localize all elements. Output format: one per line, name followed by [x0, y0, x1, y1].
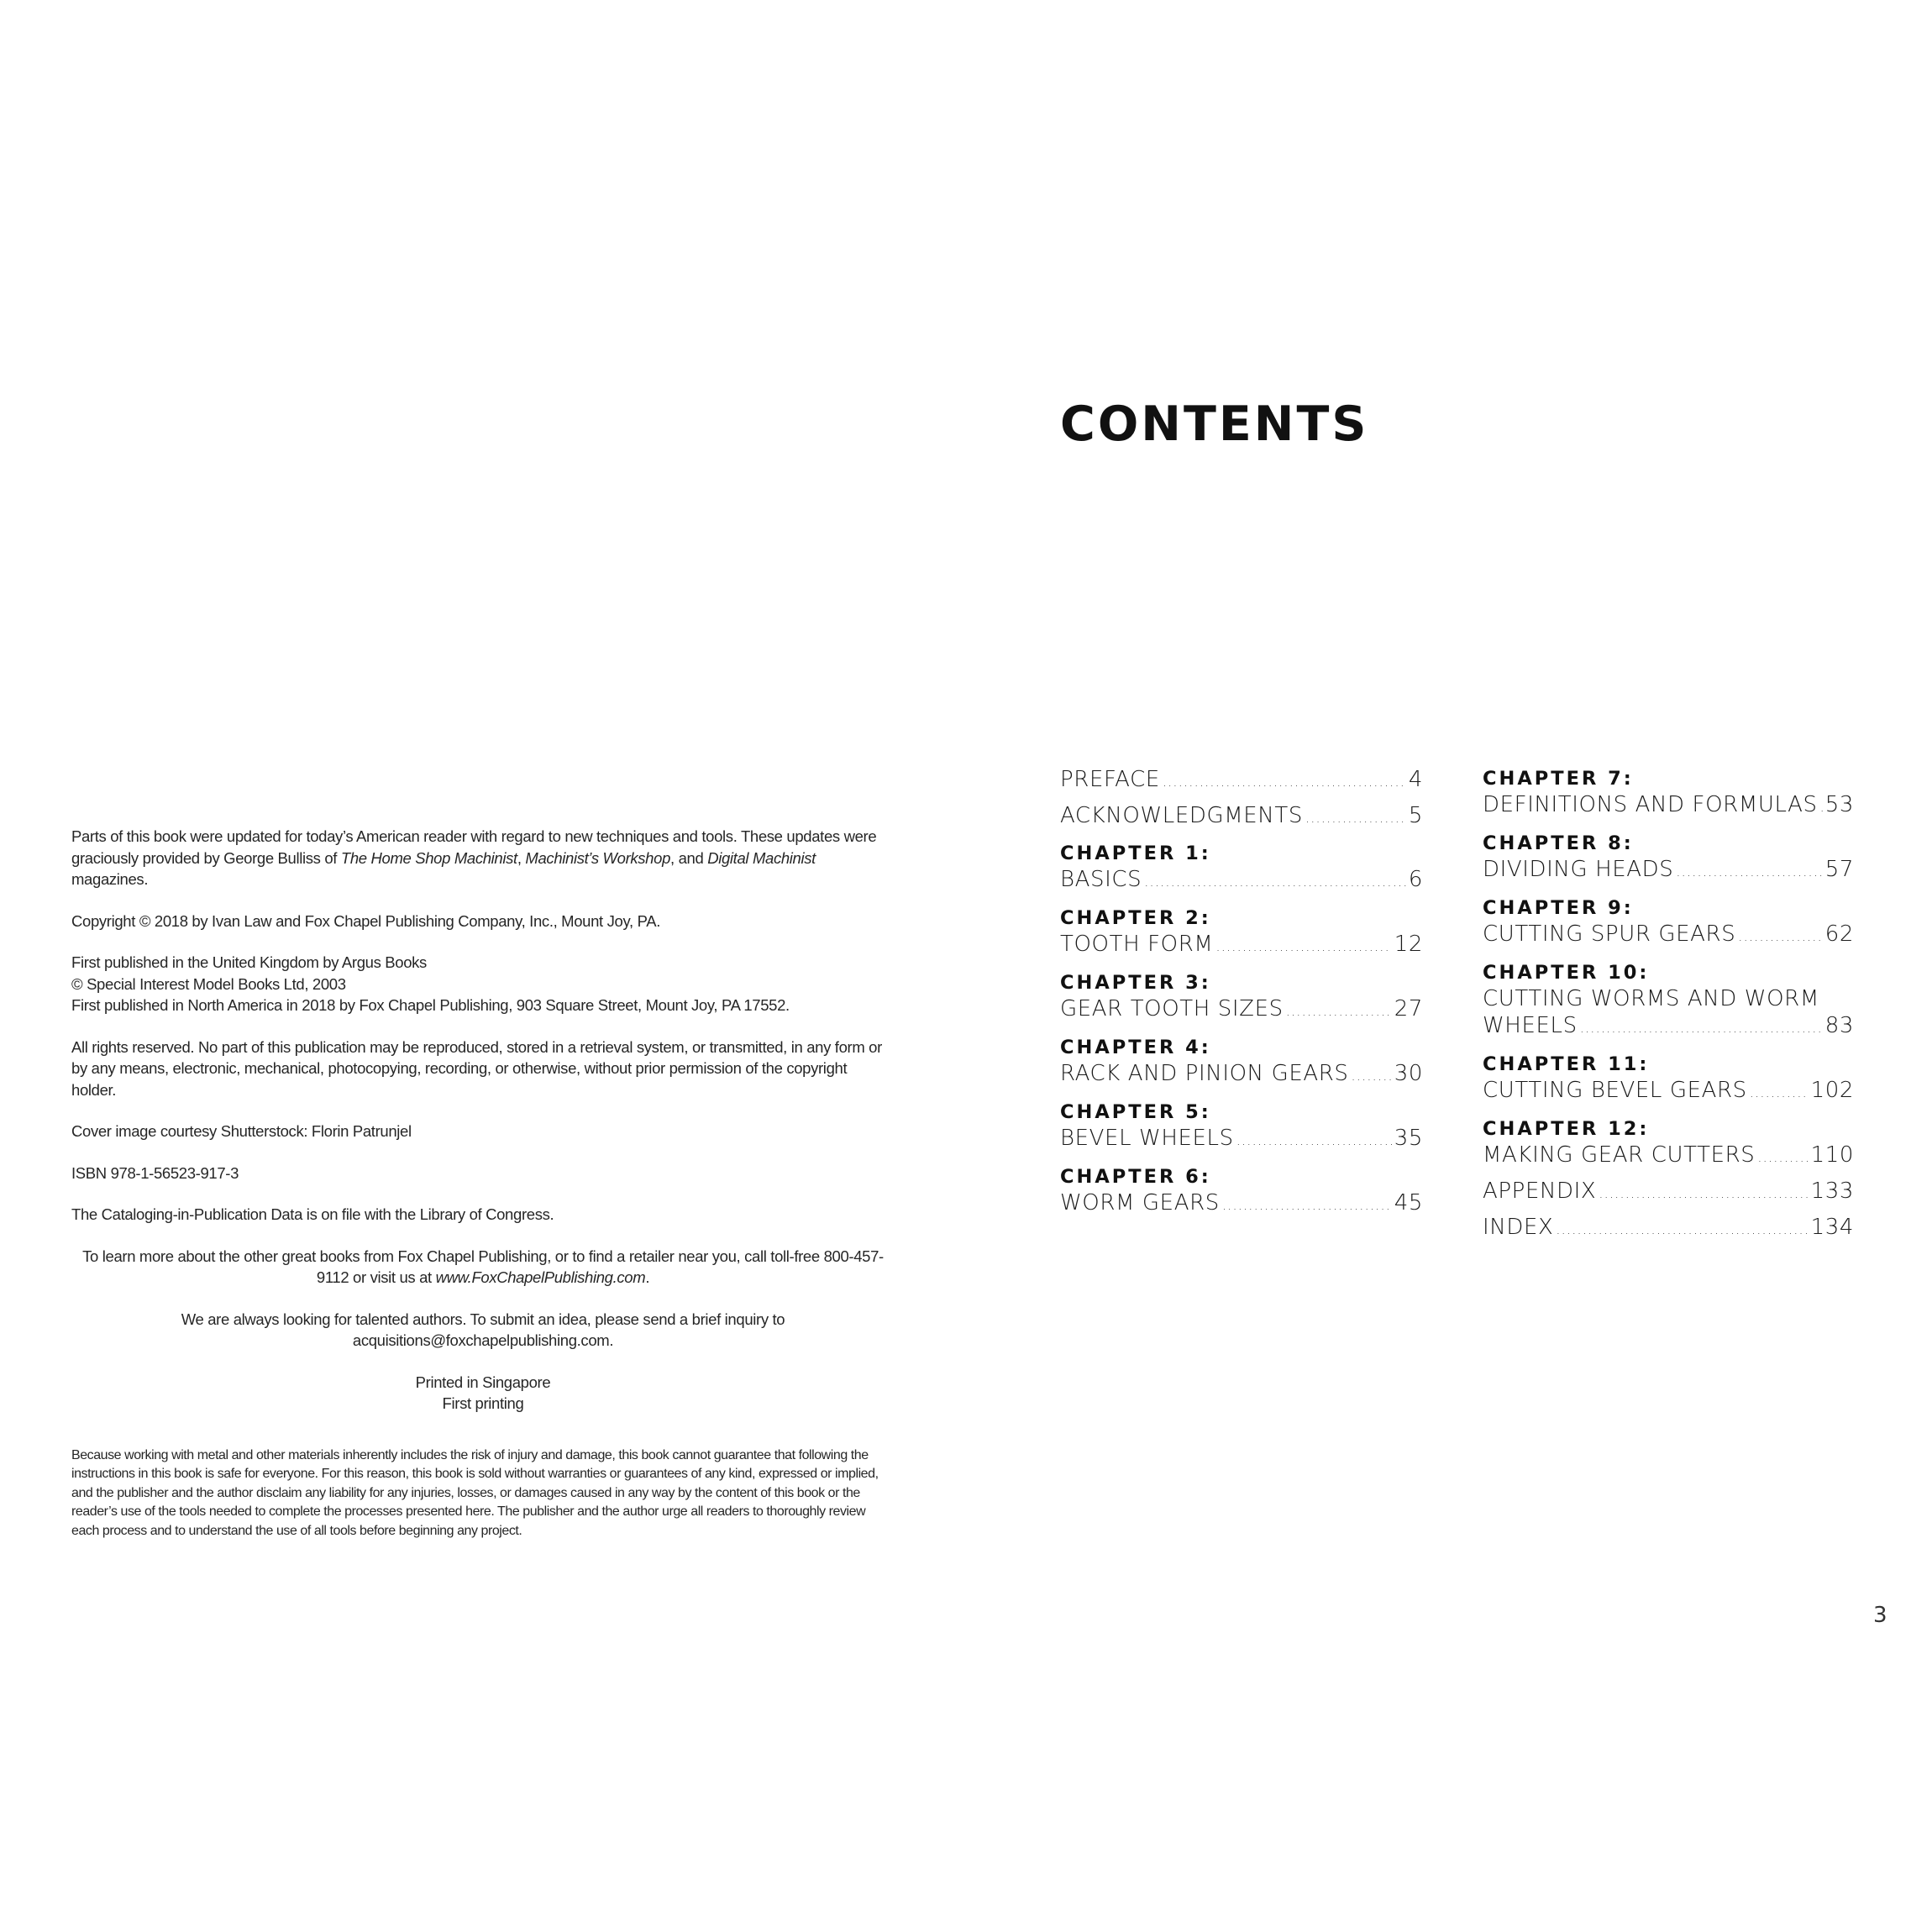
toc-entry-appendix[interactable]: APPENDIX ..... 133 [1483, 1178, 1854, 1207]
first-published-na: First published in North America in 2018 by Fox Chapel Publishing, 903 Square Street, Mount Joy, PA 17552. [71, 996, 790, 1014]
toc-entry-chapter-7[interactable]: DEFINITIONS AND FORMULAS ..... 53 [1483, 791, 1854, 821]
dot-leader [1556, 1216, 1808, 1243]
toc-page-number: 30 [1394, 1061, 1423, 1086]
disclaimer: Because working with metal and other materials inherently includes the risk of injury and damage, this book cannot guarantee that following the instructions in this book is safe for everyone. For this reason, this book is sold without warranties or guarantees of any kind, expressed or implied, and the publisher and the author disclaim any liability for any injuries, losses, or damages caused in any way by the content of this book or the reader’s use of the tools needed to complete the processes presented here. The publisher and the author urge all readers to thoroughly review each process and to understand the use of all tools before beginning any project. [71, 1447, 879, 1538]
toc-entry-preface[interactable]: PREFACE ..... 4 [1060, 766, 1423, 795]
dot-leader [1750, 1079, 1809, 1106]
toc-page-number: 133 [1810, 1179, 1854, 1204]
cover-image-credit: Cover image courtesy Shutterstock: Florin Patrunjel [71, 1122, 412, 1140]
dot-leader [1163, 769, 1406, 795]
chapter-label: CHAPTER 9: [1483, 897, 1634, 919]
toc-page-number: 110 [1810, 1142, 1854, 1168]
toc-entry-chapter-4[interactable]: RACK AND PINION GEARS ..... 30 [1060, 1060, 1423, 1089]
dot-leader [1144, 869, 1406, 895]
toc-page-number: 45 [1394, 1190, 1423, 1215]
toc-page-number: 6 [1408, 867, 1423, 892]
chapter-label: CHAPTER 1: [1060, 843, 1211, 864]
cip-note: The Cataloging-in-Publication Data is on file with the Library of Congress. [71, 1205, 554, 1223]
rights-reserved: All rights reserved. No part of this publication may be reproduced, stored in a retrieval system, or transmitted, in any form or by any means, electronic, mechanical, photocopying, recording, or otherwise, without prior permission of the copyright holder. [71, 1037, 882, 1099]
dot-leader [1757, 1144, 1808, 1171]
toc-entry-acknowledgments[interactable]: ACKNOWLEDGMENTS ..... 5 [1060, 802, 1423, 832]
toc-page-number: 12 [1394, 932, 1423, 957]
publication-history [71, 952, 895, 1016]
toc-page-number: 27 [1394, 996, 1423, 1021]
chapter-label: CHAPTER 12: [1483, 1118, 1650, 1140]
magazine-machinists-workshop: Machinist’s Workshop [525, 848, 671, 867]
toc-page-number: 53 [1824, 792, 1854, 817]
chapter-label: CHAPTER 3: [1060, 972, 1211, 994]
toc-column-1 [1060, 766, 1423, 1219]
special-interest-line: © Special Interest Model Books Ltd, 2003 [71, 974, 346, 993]
chapter-label: CHAPTER 2: [1060, 907, 1211, 929]
toc-entry-chapter-1[interactable]: BASICS ..... 6 [1060, 866, 1423, 895]
copyright-block [71, 826, 895, 1561]
magazine-home-shop-machinist: The Home Shop Machinist [340, 848, 517, 867]
authors-paragraph: We are always looking for talented authors. To submit an idea, please send a brief inquiry to acquisitions@foxchapelpublishing.com. [181, 1310, 785, 1349]
toc-entry-chapter-12[interactable]: MAKING GEAR CUTTERS ..... 110 [1483, 1142, 1854, 1171]
dot-leader [1738, 923, 1822, 950]
dot-leader [1236, 1127, 1392, 1154]
toc-page-number: 5 [1408, 803, 1423, 828]
magazine-digital-machinist: Digital Machinist [707, 848, 816, 867]
chapter-label: CHAPTER 6: [1060, 1166, 1211, 1188]
dot-leader [1820, 794, 1823, 821]
toc-page-number: 35 [1394, 1126, 1423, 1151]
toc-entry-chapter-3[interactable]: GEAR TOOTH SIZES ..... 27 [1060, 995, 1423, 1025]
toc-page-number: 83 [1824, 1013, 1854, 1038]
chapter-label: CHAPTER 5: [1060, 1101, 1211, 1123]
chapter-label: CHAPTER 11: [1483, 1053, 1650, 1075]
printing: First printing [442, 1394, 524, 1412]
toc-page-number: 102 [1810, 1078, 1854, 1103]
contents-title: CONTENTS [1060, 396, 1369, 452]
chapter-label: CHAPTER 4: [1060, 1037, 1211, 1058]
dot-leader [1676, 858, 1822, 885]
toc-entry-chapter-10[interactable]: WHEELS ..... 83 [1483, 1012, 1854, 1042]
dot-leader [1222, 1192, 1392, 1219]
toc-page-number: 4 [1408, 767, 1423, 792]
updates-paragraph: Parts of this book were updated for today’s American reader with regard to new techniques and tools. These updates were graciously provided by George Bulliss of The Home Shop Machinist, Machinist’s Workshop, and Digital Machinist magazines. [71, 827, 877, 888]
toc-entry-chapter-11[interactable]: CUTTING BEVEL GEARS ..... 102 [1483, 1077, 1854, 1106]
toc-page-number: 62 [1824, 921, 1854, 947]
chapter-label: CHAPTER 10: [1483, 962, 1650, 984]
dot-leader [1305, 805, 1406, 832]
toc-page-number: 57 [1824, 857, 1854, 882]
toc-entry-chapter-9[interactable]: CUTTING SPUR GEARS ..... 62 [1483, 921, 1854, 950]
dot-leader [1286, 998, 1392, 1025]
copyright-line: Copyright © 2018 by Ivan Law and Fox Chapel Publishing Company, Inc., Mount Joy, PA. [71, 911, 660, 930]
printing-info [71, 1372, 895, 1415]
isbn: ISBN 978-1-56523-917-3 [71, 1163, 239, 1182]
toc-entry-chapter-8[interactable]: DIVIDING HEADS ..... 57 [1483, 856, 1854, 885]
first-published-uk: First published in the United Kingdom by Argus Books [71, 953, 427, 971]
toc-entry-chapter-10-line-1[interactable]: CUTTING WORMS AND WORM [1483, 986, 1819, 1011]
website-link[interactable]: www.FoxChapelPublishing.com [435, 1268, 646, 1286]
page-number: 3 [1873, 1603, 1887, 1628]
chapter-label: CHAPTER 8: [1483, 832, 1634, 854]
toc-column-2 [1483, 766, 1854, 1243]
toc-entry-chapter-5[interactable]: BEVEL WHEELS ..... 35 [1060, 1125, 1423, 1154]
chapter-label: CHAPTER 7: [1483, 768, 1634, 790]
toc-entry-index[interactable]: INDEX ..... 134 [1483, 1214, 1854, 1243]
toc-page-number: 134 [1810, 1215, 1854, 1240]
learn-more-paragraph: To learn more about the other great books from Fox Chapel Publishing, or to find a retailer near you, call toll-free 800-457-9112 or visit us at www.FoxChapelPublishing.com. [82, 1247, 884, 1286]
printed-in: Printed in Singapore [415, 1373, 551, 1391]
dot-leader [1352, 1063, 1392, 1089]
toc-entry-chapter-2[interactable]: TOOTH FORM ..... 12 [1060, 931, 1423, 960]
dot-leader [1215, 933, 1391, 960]
toc-entry-chapter-6[interactable]: WORM GEARS ..... 45 [1060, 1189, 1423, 1219]
dot-leader [1580, 1015, 1823, 1042]
dot-leader [1599, 1180, 1808, 1207]
